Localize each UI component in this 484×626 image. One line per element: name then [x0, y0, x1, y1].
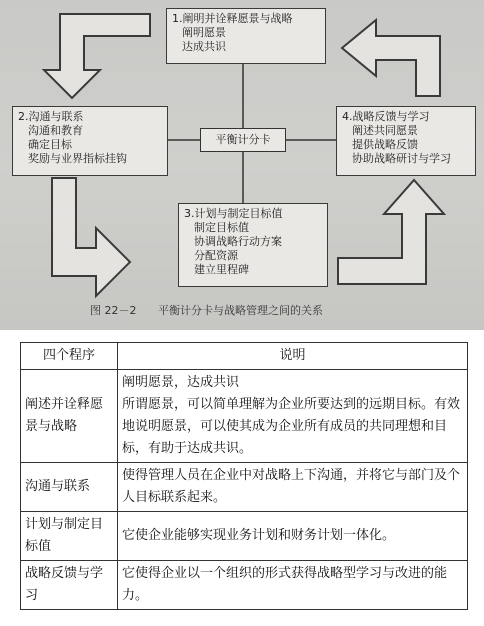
- arrow-top-left-icon: [44, 14, 150, 98]
- box2-title: 2.沟通与联系: [18, 110, 84, 123]
- procedure-description: [118, 512, 468, 561]
- center-balanced-scorecard: 平衡计分卡: [200, 128, 286, 152]
- procedure-description: [118, 463, 468, 512]
- diagram-box-4: [336, 106, 476, 176]
- caption-text: 平衡计分卡与战略管理之间的关系: [158, 304, 323, 317]
- procedure-table: [20, 342, 468, 610]
- procedure-name: 沟通与联系: [21, 463, 118, 512]
- description-line: 它使企业能够实现业务计划和财务计划一体化。: [122, 528, 396, 543]
- arrow-top-right-icon: [342, 20, 440, 96]
- diagram-box-3: [178, 203, 328, 287]
- table-row: [21, 512, 468, 561]
- box1-item: 达成共识: [182, 40, 226, 53]
- box4-item: 阐述共同愿景: [352, 124, 418, 137]
- arrow-bottom-right-icon: [338, 180, 444, 284]
- column-header-description: 说明: [118, 343, 468, 370]
- description-line: 阐明愿景，达成共识: [122, 375, 240, 390]
- box3-item: 建立里程碑: [194, 263, 249, 276]
- procedure-description: [118, 561, 468, 610]
- procedure-name: 阐述并诠释愿景与战略: [21, 370, 118, 463]
- box1-item: 阐明愿景: [182, 26, 226, 39]
- box3-title: 3.计划与制定目标值: [184, 207, 283, 220]
- procedure-description: [118, 370, 468, 463]
- figure-caption: [90, 302, 323, 318]
- box4-title: 4.战略反馈与学习: [342, 110, 430, 123]
- table-row: [21, 561, 468, 610]
- box3-item: 制定目标值: [194, 221, 249, 234]
- caption-number: 图 22－2: [90, 304, 137, 317]
- procedure-name: 战略反馈与学习: [21, 561, 118, 610]
- diagram-box-1: [166, 8, 326, 64]
- table-row: [21, 463, 468, 512]
- procedure-name: 计划与制定目标值: [21, 512, 118, 561]
- box4-item: 协助战略研讨与学习: [352, 152, 451, 165]
- box4-item: 提供战略反馈: [352, 138, 418, 151]
- box2-item: 沟通和教育: [28, 124, 83, 137]
- box2-item: 奖励与业界指标挂钩: [28, 152, 127, 165]
- box3-item: 分配资源: [194, 249, 238, 262]
- description-line: 使得管理人员在企业中对战略上下沟通，并将它与部门及个人目标联系起来。: [122, 468, 461, 505]
- table-header-row: [21, 343, 468, 370]
- diagram-box-2: [12, 106, 168, 176]
- box1-title: 1.阐明并诠释愿景与战略: [172, 12, 293, 25]
- box2-item: 确定目标: [28, 138, 72, 151]
- arrow-bottom-left-icon: [52, 178, 130, 296]
- box3-item: 协调战略行动方案: [194, 235, 282, 248]
- description-line: 它使得企业以一个组织的形式获得战略型学习与改进的能力。: [122, 566, 448, 603]
- table-row: [21, 370, 468, 463]
- column-header-procedures: 四个程序: [21, 343, 118, 370]
- description-line: 所谓愿景，可以简单理解为企业所要达到的远期目标。有效地说明愿景，可以使其成为企业所有成员的共同理想和目标，有助于达成共识。: [122, 397, 461, 456]
